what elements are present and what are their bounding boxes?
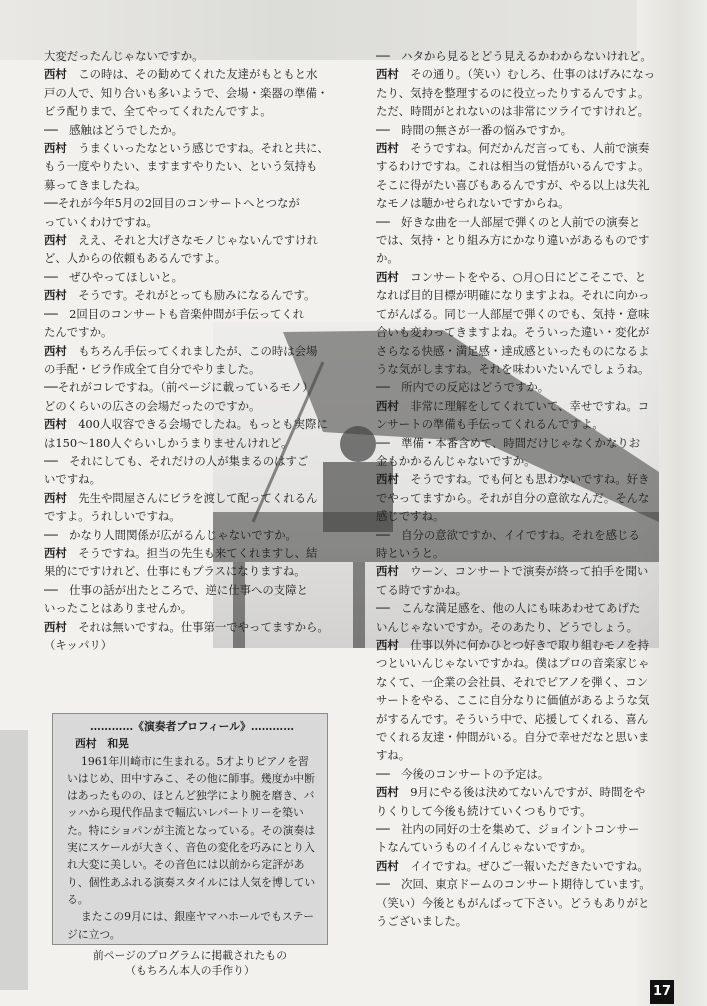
text-line: 西村 仕事以外に何かひとつ好きで取り組むモノを持 (376, 638, 650, 652)
text-line: ── 感触はどうでしたか。 (44, 122, 184, 137)
text-line: 西村 イイですね。ぜひご一報いただきたいですね。 (376, 858, 649, 873)
text-line: 西村 その通り。（笑い）むしろ、仕事のはげみになっ (376, 67, 656, 82)
text-line: りくりして今後も続けていくつもりです。 (376, 803, 592, 818)
right-text-column (376, 47, 660, 931)
page-number: 17 (650, 980, 674, 1004)
text-line: どのくらいの広さの会場だったのですか。 (44, 398, 261, 413)
text-line: 金もかかるんじゃないですか。 (376, 453, 536, 468)
text-line: ビラ配りまで、全てやってくれたんですよ。 (44, 104, 272, 119)
text-line: いったことはありませんか。 (44, 601, 193, 616)
profile-line: ジに立つ。 (67, 927, 121, 941)
performer-profile-box (52, 713, 328, 945)
text-line: でやってますから。それが自分の意欲なんだ。そんな (376, 490, 650, 505)
profile-line: 断はあったものの、ほとんど独学により腕を磨き、 (67, 771, 315, 803)
text-line: 大変だったんじゃないですか。 (44, 49, 204, 63)
text-line: するわけですね。これは相当の覚悟がいるんですよ。 (376, 159, 650, 174)
profile-text (67, 908, 317, 943)
text-line: てがんばる。同じ一人部屋で弾くのでも、気持・意味 (376, 306, 650, 321)
background-decoration (0, 730, 28, 990)
text-line: 西村 そうですね。担当の先生も来てくれますし、結 (44, 545, 318, 560)
text-line: か。 (376, 251, 399, 266)
text-line: たんですか。 (44, 325, 113, 340)
text-line: 時というと。 (376, 545, 445, 560)
profile-line: またこの9月には、銀座ヤマハホールでもステー (81, 910, 314, 924)
text-line: さらなる快感・満足感・達成感といったものになるよ (376, 343, 650, 358)
text-line: トなんていうものイイんじゃないですか。 (376, 840, 592, 855)
text-line: （キッパリ） (44, 638, 113, 652)
text-line: ── 社内の同好の士を集めて、ジョイントコンサー (376, 822, 640, 837)
text-line: 西村 非常に理解をしてくれていて、幸せですね。コ (376, 398, 650, 413)
text-line: ど、人からの依頼もあるんですよ。 (44, 251, 227, 266)
text-line: 西村 そうですね。何だかんだ言っても、人前で演奏 (376, 141, 650, 156)
text-line: ── ハタから見るとどう見えるかわからないけれど。 (376, 49, 652, 63)
text-line: ── 自分の意欲ですか、イイですね。それを感じる (376, 527, 640, 542)
text-line: 合いも変わってきますよね。そういった違い・変化が (376, 325, 650, 340)
caption-line: （もちろん本人の手作り） (125, 964, 255, 977)
text-line: うございました。 (376, 914, 468, 929)
text-line: 果的にですけれど、仕事にもプラスになりますね。 (44, 564, 306, 579)
text-line: ── 次回、東京ドームのコンサート期待しています。 (376, 877, 651, 892)
text-line: ですよ。うれしいですね。 (44, 509, 181, 524)
text-line: ── 今後のコンサートの予定は。 (376, 766, 550, 781)
profile-line: 博している。 (67, 875, 316, 906)
text-line: 西村 ウーン、コンサートで演奏が終って拍手を聞い (376, 564, 649, 579)
text-line: 西村 先生や問屋さんにビラを渡して配ってくれるん (44, 490, 318, 505)
text-line: は150〜180人ぐらいしかうまりませんけれど。 (44, 435, 293, 450)
text-line: 西村 もちろん手伝ってくれましたが、この時は会場 (44, 343, 318, 358)
text-line: ンサートの準備も手伝ってくれるんですよ。 (376, 417, 604, 432)
text-line: 西村 この時は、その勧めてくれた友達がもともと水 (44, 67, 318, 82)
left-text-column (44, 47, 334, 654)
profile-text (67, 753, 317, 909)
text-line: 西村 400人収容できる会場でしたね。もっとも実際に (44, 417, 328, 432)
text-line: の手配・ビラ作成全て自分でやりました。 (44, 361, 261, 376)
profile-caption (60, 948, 320, 978)
text-line: 戸の人で、知り合いも多いようで、会場・楽器の準備・ (44, 85, 329, 100)
text-line: なくて、一企業の会社員、それでピアノを弾く、コン (376, 674, 649, 689)
text-line: つといいんじゃないですかね。僕はプロの音楽家じゃ (376, 656, 650, 671)
text-line: ── こんな満足感を、他の人にも味あわせてあげた (376, 601, 641, 616)
text-line: ── 2回目のコンサートも音楽仲間が手伝ってくれ (44, 306, 305, 321)
text-line: ── 好きな曲を一人部屋で弾くのと人前での演奏と (376, 214, 641, 229)
text-line: うな気がしますね。それを味わいたいんでしょうね。 (376, 361, 650, 376)
text-line: ── 時間の無さが一番の悩みですか。 (376, 122, 572, 137)
text-line: 西村 そうです。それがとっても励みになるんです。 (44, 288, 316, 303)
text-line: なモノは聴かせられないですからね。 (376, 196, 570, 211)
text-line: ── 準備・本番含めて、時間だけじゃなくかなりお (376, 435, 641, 450)
profile-line: バッハから現代作品まで幅広いレパートリーを築 (67, 789, 315, 820)
text-line: ── ぜひやってほしいと。 (44, 269, 184, 284)
text-line: いですね。 (44, 472, 101, 487)
text-line: たり、気持を整理するのに役立ったりするんですよ。 (376, 85, 650, 100)
text-line: なれば目的目標が明確になりますよね。それに向かっ (376, 288, 650, 303)
text-line: 西村 うまくいったなという感じですね。それと共に、 (44, 141, 329, 156)
text-line: ── 所内での反応はどうですか。 (376, 380, 550, 395)
text-line: ただ、時間がとれないのは非常にツライですけれど。 (376, 104, 650, 119)
text-line: てる時ですかね。 (376, 582, 468, 597)
text-line: 募ってきましたね。 (44, 177, 147, 192)
profile-line: いはじめ、田中すみこ、その他に師事。幾度か中 (67, 771, 305, 785)
text-line: すね。 (376, 748, 411, 763)
text-line: 西村 9月にやる後は決めてないんですが、時間をや (376, 785, 646, 800)
profile-heading: …………《演奏者プロフィール》………… (89, 720, 295, 733)
text-line: でくれる友達・仲間がいる。自分で幸せだなと思いま (376, 730, 650, 745)
text-line: 西村 コンサートをやる、○月○日にどこそこで、と (376, 269, 647, 284)
text-line: サートをやる、ここに自分なりに価値があるような気 (376, 693, 650, 708)
profile-line: 評があり、個性あふれる演奏スタイルには人気を (67, 858, 305, 889)
caption-line: 前ページのプログラムに掲載されたもの (92, 949, 288, 962)
text-line: そこに得がたい喜びもあるんですが、やる以上は失礼 (376, 177, 650, 192)
text-line: 西村 そうですね。でも何とも思わないですね。好き (376, 472, 650, 487)
text-line: ── かなり人間関係が広がるんじゃないですか。 (44, 527, 297, 542)
text-line: 西村 それは無いですね。仕事第一でやってますから。 (44, 619, 329, 634)
text-line: では、気持・とり組み方にかなり違いがあるものです (376, 233, 650, 248)
text-line: っていくわけですね。 (44, 214, 158, 229)
profile-line: 1961年川崎市に生まれる。5才よりピアノを習 (81, 754, 309, 768)
text-line: もう一度やりたい、ますますやりたい、という気持も (44, 159, 318, 174)
text-line: 西村 ええ、それと大げさなモノじゃないんですけれ (44, 233, 318, 248)
text-line: ──それがコレですね。（前ページに載っているモノ） (44, 380, 314, 395)
text-line: がするんです。そういう中で、応援してくれる、喜ん (376, 711, 649, 726)
profile-line: とり入れ大変に美しい。その音色には以前から定 (67, 841, 315, 872)
text-line: いんじゃないですか。そのあたり、どうでしょう。 (376, 619, 638, 634)
profile-line: 奏は実にスケールが大きく、音色の変化を巧みに (67, 823, 316, 855)
text-line: 感じですね。 (376, 509, 445, 524)
text-line: ── 仕事の話が出たところで、逆に仕事への支障と (44, 582, 308, 597)
text-line: （笑い）今後ともがんばって下さい。どうもありがと (376, 895, 650, 910)
text-line: ── それにしても、それだけの人が集まるのはすご (44, 453, 309, 468)
profile-line: いた。特にショパンが主流となっている。その演 (67, 806, 304, 837)
text-line: ──それが今年5月の2回目のコンサートへとつなが (44, 196, 300, 211)
profile-name: 西村 和晃 (75, 737, 129, 751)
